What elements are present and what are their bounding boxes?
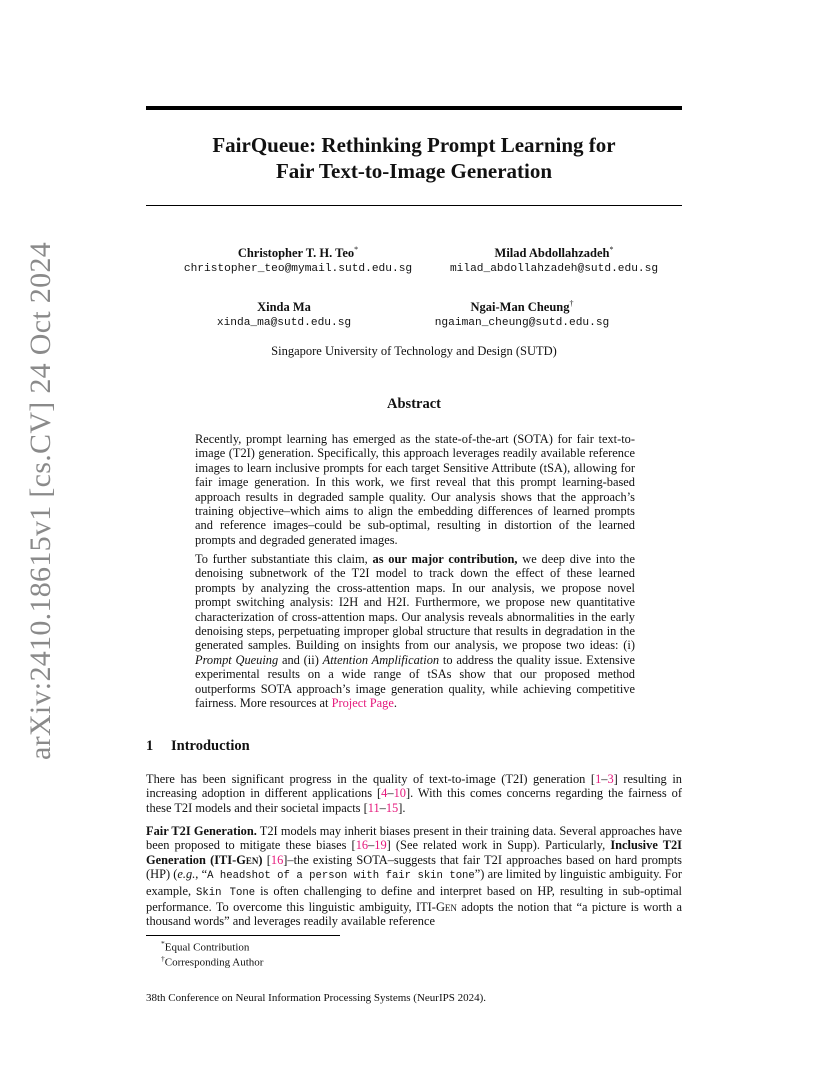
author-email[interactable]: christopher_teo@mymail.sutd.edu.sg [183,263,413,276]
author-block-1 [148,242,448,277]
title-line-1: FairQueue: Rethinking Prompt Learning for [212,133,616,157]
author-email[interactable]: milad_abdollahzadeh@sutd.edu.sg [449,263,659,276]
citation-link[interactable]: 15 [385,800,399,815]
citation-link[interactable]: 10 [393,786,406,801]
citation-link[interactable]: 3 [607,772,614,786]
intro-paragraph-1: There has been significant progress in the quality of text-to-image (T2I) generation [1–3] resulting in increasing adoption in different applications [4–10]. With this comes concerns regarding the fairness of these T2I models and their societal impacts [11–15]. [146,772,682,815]
citation-link[interactable]: 1 [595,772,602,786]
footnote-2: †Corresponding Author [161,954,264,969]
paper-title [146,132,682,184]
footnote-1: *Equal Contribution [161,939,250,954]
author-block-2 [404,242,704,277]
title-top-rule [146,106,682,110]
intro-paragraph-2: Fair T2I Generation. T2I models may inherit biases present in their training data. Several approaches have been proposed to mitigate these biases [16–19] (See related work in Supp). Particularly, Inclusive T2I Generation (ITI-Gen) [16]–the existing SOTA–suggests that fair T2I approaches based on hard prompts (HP) (e.g., “A headshot of a person with fair skin tone”) are limited by linguistic ambiguity. For example, Skin Tone is often challenging to define and interpret based on HP, resulting in sub-optimal performance. To overcome this linguistic ambiguity, ITI-Gen adopts the notion that “a picture is worth a thousand words” and leverages readily available reference [146,824,683,929]
conference-note: 38th Conference on Neural Information Processing Systems (NeurIPS 2024). [146,992,487,1004]
abstract-heading: Abstract [387,396,441,412]
section-number: 1 [146,738,154,754]
title-bottom-rule [146,205,682,206]
attention-amplification-term: Attention Amplification [322,652,440,667]
author-email[interactable]: xinda_ma@sutd.edu.sg [216,317,352,330]
project-page-link[interactable]: Project Page [331,696,394,711]
affiliation: Singapore University of Technology and Design (SUTD) [271,344,557,358]
citation-link[interactable]: 16 [270,852,284,867]
abstract-paragraph-2: To further substantiate this claim, as our major contribution, we deep dive into the denoising subnetwork of the T2I model to track down the effect of these learned prompts by analyzing the cross-attention maps. In our analysis, we propose novel prompt switching analysis: I2H and H2I. Furthermore, we propose new quantitative characterization of cross-attention maps. Our analysis reveals abnormalities in the early denoising steps, perpetuating improper global structure that results in degradation in the generated samples. Building on insights from our analysis, we propose two ideas: (i) Prompt Queuing and (ii) Attention Amplification to address the quality issue. Extensive experimental results on a wide range of tSAs show that our proposed method outperforms SOTA approach’s image generation quality, while achieving competitive fairness. More resources at Project Page. [195,552,635,711]
author-name: Christopher T. H. Teo [237,246,355,261]
citation-link[interactable]: 16 [355,838,369,853]
author-mark: * [354,245,359,254]
hard-prompt-example: A headshot of a person with fair skin tone [207,870,475,883]
citation-link[interactable]: 19 [374,838,387,853]
citation-link[interactable]: 11 [367,800,380,815]
abstract-paragraph-1: Recently, prompt learning has emerged as the state-of-the-art (SOTA) for fair text-to-image (T2I) generation. Specifically, this approach leverages readily available reference images to learn inclusive prompts for each target Sensitive Attribute (tSA), allowing for fair image generation. In this work, we first reveal that this prompt learning-based approach results in degraded sample quality. Our analysis shows that the approach’s training objective–which aims to align the embedding differences of learned prompts and reference images–could be sub-optimal, resulting in distortion of the learned prompts and degraded generated images. [195,432,635,547]
author-name: Ngai-Man Cheung [470,300,570,315]
author-mark: * [609,245,614,254]
title-line-2: Fair Text-to-Image Generation [275,159,553,183]
author-mark: † [569,299,574,308]
prompt-queuing-term: Prompt Queuing [195,652,279,667]
skin-tone-term: Skin Tone [196,886,256,899]
author-block-4 [372,296,672,331]
author-email[interactable]: ngaiman_cheung@sutd.edu.sg [434,317,610,330]
author-name: Xinda Ma [257,300,311,315]
arxiv-identifier: arXiv:2410.18615v1 [cs.CV] 24 Oct 2024 [24,241,57,760]
paragraph-lead: Fair T2I Generation. [146,824,257,838]
section-heading-introduction [146,738,250,755]
author-name: Milad Abdollahzadeh [494,246,610,261]
section-title: Introduction [171,738,250,754]
iti-gen-term: Inclusive T2I Generation (ITI-Gen) [146,838,683,867]
contribution-emphasis: as our major contribution, [372,552,518,566]
footnote-rule [146,935,340,936]
citation-link[interactable]: 4 [381,786,388,801]
